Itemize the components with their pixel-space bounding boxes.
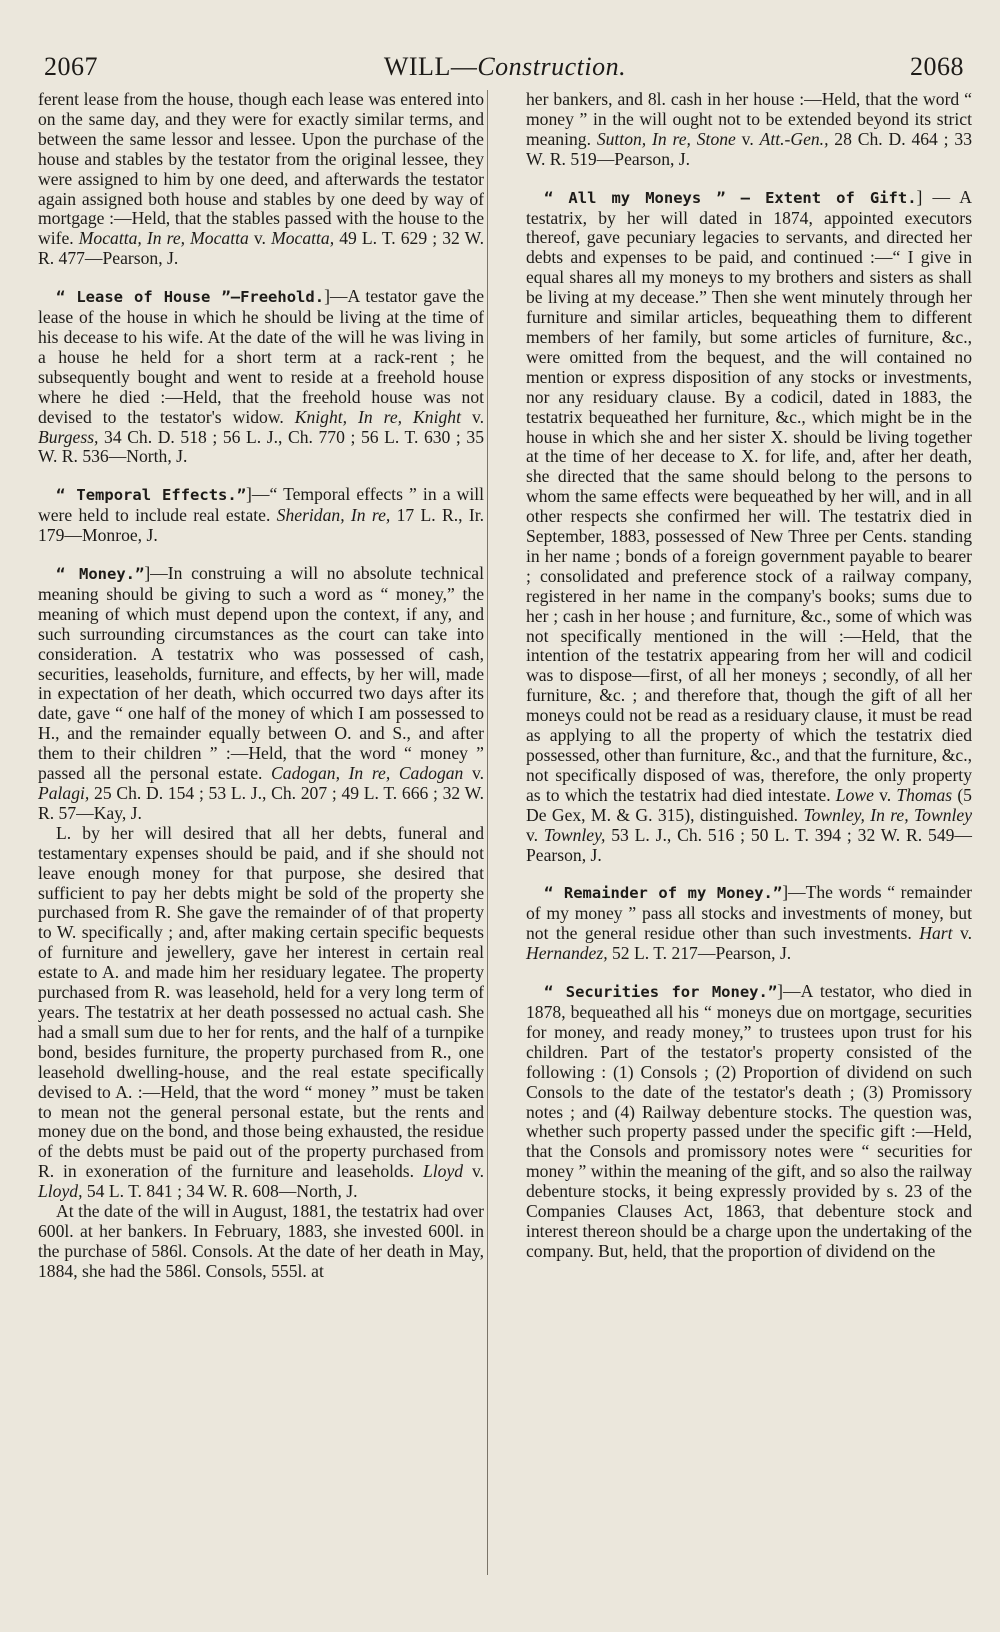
page-title <box>38 52 972 82</box>
paragraph-continuation: ferent lease from the house, though each lease was entered into on the same day, and they were for exactly similar terms, and between the same lessor and lessee. Upon the purchase of the house and stables by the testator from the original lessee, they were assigned to him by one deed, and afterwards the testator again assigned both house and stables by one deed by way of mortgage :—Held, that the stables passed with the house to the wife. Mocatta, In re, Mocatta v. Mocatta, 49 L. T. 629 ; 32 W. R. 477—Pearson, J. <box>38 89 484 269</box>
left-column <box>38 90 484 1282</box>
section-heading: “ Temporal Effects.” <box>56 486 247 505</box>
paragraph-lloyd: L. by her will desired that all her debts, funeral and testamentary expenses should be paid, and if she should not leave enough money for that purpose, she desired that sufficient to pay her debts might be sold of the property she purchased from R. She gave the remainder of of that property to W. specifically ; and, after making certain specific bequests of furniture and jewellery, gave her interest in certain real estate to A. and made him her residuary legatee. The property purchased from R. was leasehold, held for a very long term of years. The testatrix at her death possessed no actual cash. She had a small sum due to her for rents, and the half of a turnpike bond, besides furniture, the property purchased from R., one leasehold dwelling-house, and the real estate specifically devised to A. :—Held, that the word “ money ” must be taken to mean not the general personal estate, but the rents and money due on the bond, and those being exhausted, the residue of the debts must be paid out of the property purchased from R. in exoneration of the furniture and leaseholds. Lloyd v. Lloyd, 54 L. T. 841 ; 34 W. R. 608—North, J. <box>38 822 485 1202</box>
paragraph-temporal-effects: “ Temporal Effects.”]—“ Temporal effects ” in a will were held to include real estate. Sheridan, In re, 17 L. R., Ir. 179—Monroe, J. <box>38 484 484 546</box>
paragraph-remainder-of-money: “ Remainder of my Money.”]—The words “ remainder of my money ” pass all stocks and investments of money, but not the general residue other than such investments. Hart v. Hernandez, 52 L. T. 217—Pearson, J. <box>526 882 972 964</box>
page-number-right: 2068 <box>910 52 964 81</box>
column-rule <box>487 90 488 1575</box>
page-number-left: 2067 <box>44 52 98 81</box>
paragraph-securities-for-money: “ Securities for Money.”]—A testator, who died in 1878, bequeathed all his “ moneys due on mortgage, securities for money, and ready money,” to trustees upon trust for his children. Part of the testator's property consisted of the following : (1) Consols ; (2) Proportion of dividend on such Consols to the date of the testator's death ; (3) Promissory notes ; and (4) Railway debenture stocks. The question was, whether such property passed under the specific gift :—Held, that the Consols and promissory notes were “ securities for money ” within the meaning of the gift, and so also the railway debenture stocks, it being expressly provided by s. 23 of the Companies Clauses Act, 1863, that debenture stock and interest thereon should be a charge upon the undertaking of the company. But, held, that the proportion of dividend on the <box>526 981 972 1261</box>
paragraph-continuation: her bankers, and 8l. cash in her house :—Held, that the word “ money ” in the will ought not to be extended beyond its strict meaning. Sutton, In re, Stone v. Att.-Gen., 28 Ch. D. 464 ; 33 W. R. 519—Pearson, J. <box>526 89 972 169</box>
right-column <box>526 90 972 1282</box>
title-italic: Construction. <box>477 52 627 81</box>
paragraph-money: “ Money.”]—In construing a will no absolute technical meaning should be giving to such a word as “ money,” the meaning of which must depend upon the context, if any, and such surrounding circumstances as the court can take into consideration. A testatrix who was possessed of cash, securities, leaseholds, furniture, and effects, by her will, made in expectation of her death, which occurred two days after its date, gave “ one half of the money of which I am possessed to H., and the remainder equally between O. and S., and after them to their children ” :—Held, that the word “ money ” passed all the personal estate. Cadogan, In re, Cadogan v. Palagi, 25 Ch. D. 154 ; 53 L. J., Ch. 207 ; 49 L. T. 666 ; 32 W. R. 57—Kay, J. <box>38 563 484 823</box>
paragraph-all-my-moneys: “ All my Moneys ” — Extent of Gift.] — A testatrix, by her will dated in 1874, appointed executors thereof, gave pecuniary legacies to servants, and directed her debts and expenses to be paid, and continued :—“ I give in equal shares all my moneys to my brothers and sisters as shall be living at my decease.” Then she went minutely through her furniture and similar articles, bequeathing them to different members of her family, but some articles of furniture, &c., were omitted from the bequest, and the will contained no mention or express disposition of any stocks or investments, nor any residuary clause. By a codicil, dated in 1883, the testatrix bequeathed her furniture, &c., which might be in the house in which she and her sister X. should be living together at the time of her decease to X. for life, and, after her death, she directed that the same should belong to the persons to whom the same effects were bequeathed by her will, and in all other respects she confirmed her will. The testatrix died in September, 1883, possessed of New Three per Cents. standing in her name ; bonds of a foreign government payable to bearer ; consolidated and preference stock of a railway company, registered in her name in the company's books; sums due to her ; cash in her house ; and furniture, &c., some of which was not specifically mentioned in the will :—Held, that the intention of the testatrix appearing from her will and codicil was to dispose—first, of all her moneys ; secondly, of all her furniture, &c. ; and therefore that, though the gift of all her moneys could not be read as a residuary clause, it must be read as applying to all the property of which the testatrix died possessed, other than furniture, &c., and that the furniture, &c., not specifically disposed of was, therefore, the only property as to which the testatrix had died intestate. Lowe v. Thomas (5 De Gex, M. & G. 315), distinguished. Townley, In re, Townley v. Townley, 53 L. J., Ch. 516 ; 50 L. T. 394 ; 32 W. R. 549—Pearson, J. <box>526 186 973 865</box>
section-heading: “ Money.” <box>56 565 145 584</box>
paragraph-date-of-will: At the date of the will in August, 1881, the testatrix had over 600l. at her bankers. In February, 1883, she invested 600l. in the purchase of 586l. Consols. At the date of her death in May, 1884, she had the 586l. Consols, 555l. at <box>38 1201 484 1281</box>
title-main: WILL— <box>383 52 478 81</box>
section-heading: “ All my Moneys ” — Extent of Gift. <box>544 188 917 207</box>
section-heading: “ Remainder of my Money.” <box>544 884 783 903</box>
text-columns <box>38 90 972 1282</box>
paragraph-lease-of-house: “ Lease of House ”—Freehold.]—A testator gave the lease of the house in which he should be living at the time of his decease to his wife. At the date of the will he was living in a house he held for a short term at a rack-rent ; he subsequently bought and went to reside at a freehold house where he died :—Held, that the freehold house was not devised to the testator's widow. Knight, In re, Knight v. Burgess, 34 Ch. D. 518 ; 56 L. J., Ch. 770 ; 56 L. T. 630 ; 35 W. R. 536—North, J. <box>38 286 485 467</box>
section-heading: “ Securities for Money.” <box>544 983 778 1002</box>
section-heading: “ Lease of House ”—Freehold. <box>56 288 325 307</box>
running-head <box>38 48 972 90</box>
